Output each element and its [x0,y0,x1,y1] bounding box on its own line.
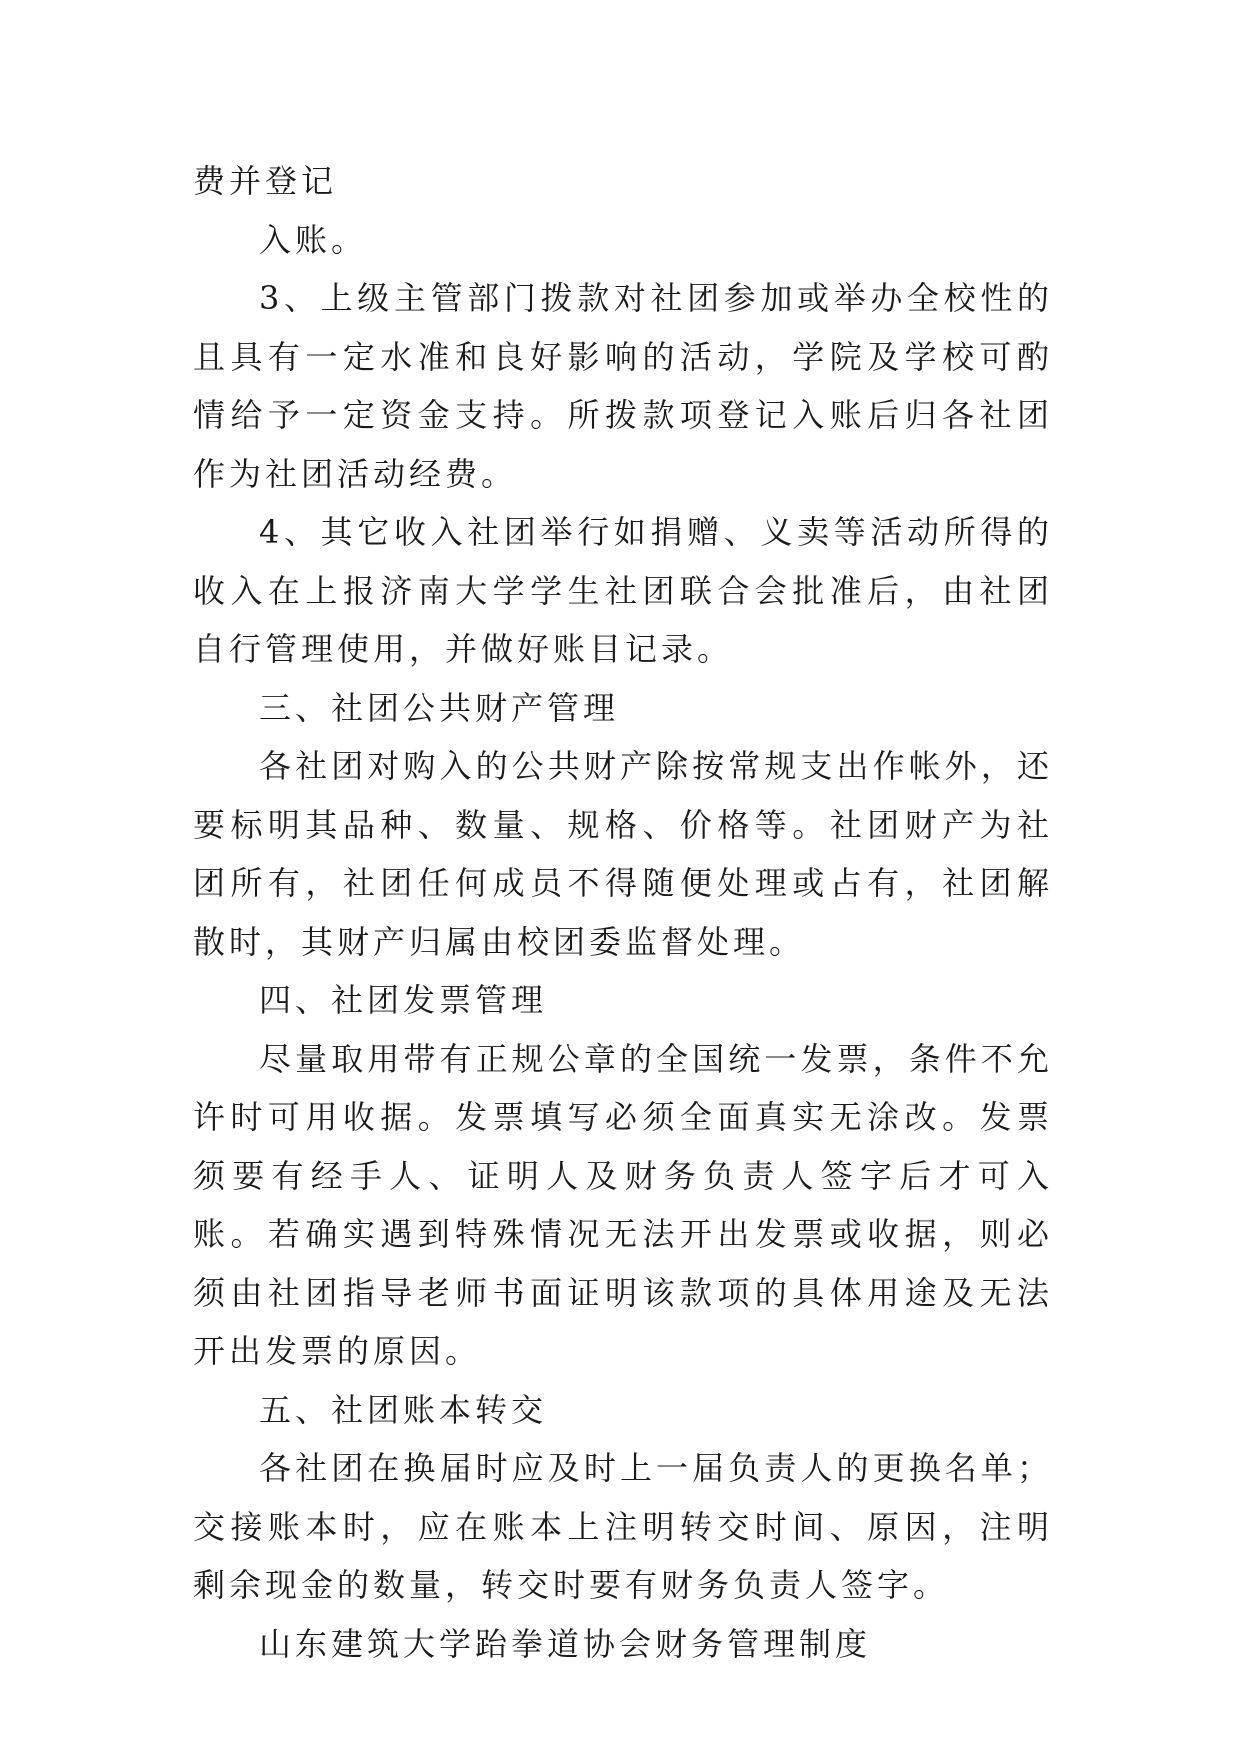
section-heading-4: 四、社团发票管理 [259,981,548,1019]
paragraph-continuation-end: 入账。 [259,220,368,259]
paragraph-item-3: 3、上级主管部门拨款对社团参加或举办全校性的且具有一定水准和良好影响的活动，学院及学校可酌情给予一定资金支持。所拨款项登记入账后归各社团作为社团活动经费。 [193,279,1053,493]
paragraph-public-property: 各社团对购入的公共财产除按常规支出作帐外，还要标明其品种、数量、规格、价格等。社团财产为社团所有，社团任何成员不得随便处理或占有，社团解散时，其财产归属由校团委监督处理。 [193,747,1053,961]
section-heading-5: 五、社团账本转交 [259,1390,548,1429]
paragraph-invoice-management: 尽量取用带有正规公章的全国统一发票，条件不允许时可用收据。发票填写必须全面真实无涂改。发票须要有经手人、证明人及财务负责人签字后才可入账。若确实遇到特殊情况无法开出发票或收据，则必须由社团指导老师书面证明该款项的具体用途及无法开出发票的原因。 [193,1039,1053,1370]
document-body [193,152,1053,1673]
paragraph-continuation: 费并登记 [193,162,338,200]
section-heading-3: 三、社团公共财产管理 [259,688,620,727]
paragraph-item-4: 4、其它收入社团举行如捐赠、义卖等活动所得的收入在上报济南大学学生社团联合会批准后，由社团自行管理使用，并做好账目记录。 [193,513,1053,668]
paragraph-ledger-handover: 各社团在换届时应及时上一届负责人的更换名单；交接账本时，应在账本上注明转交时间、原因，注明剩余现金的数量，转交时要有财务负责人签字。 [193,1449,1053,1604]
document-closing-title: 山东建筑大学跆拳道协会财务管理制度 [259,1624,872,1663]
